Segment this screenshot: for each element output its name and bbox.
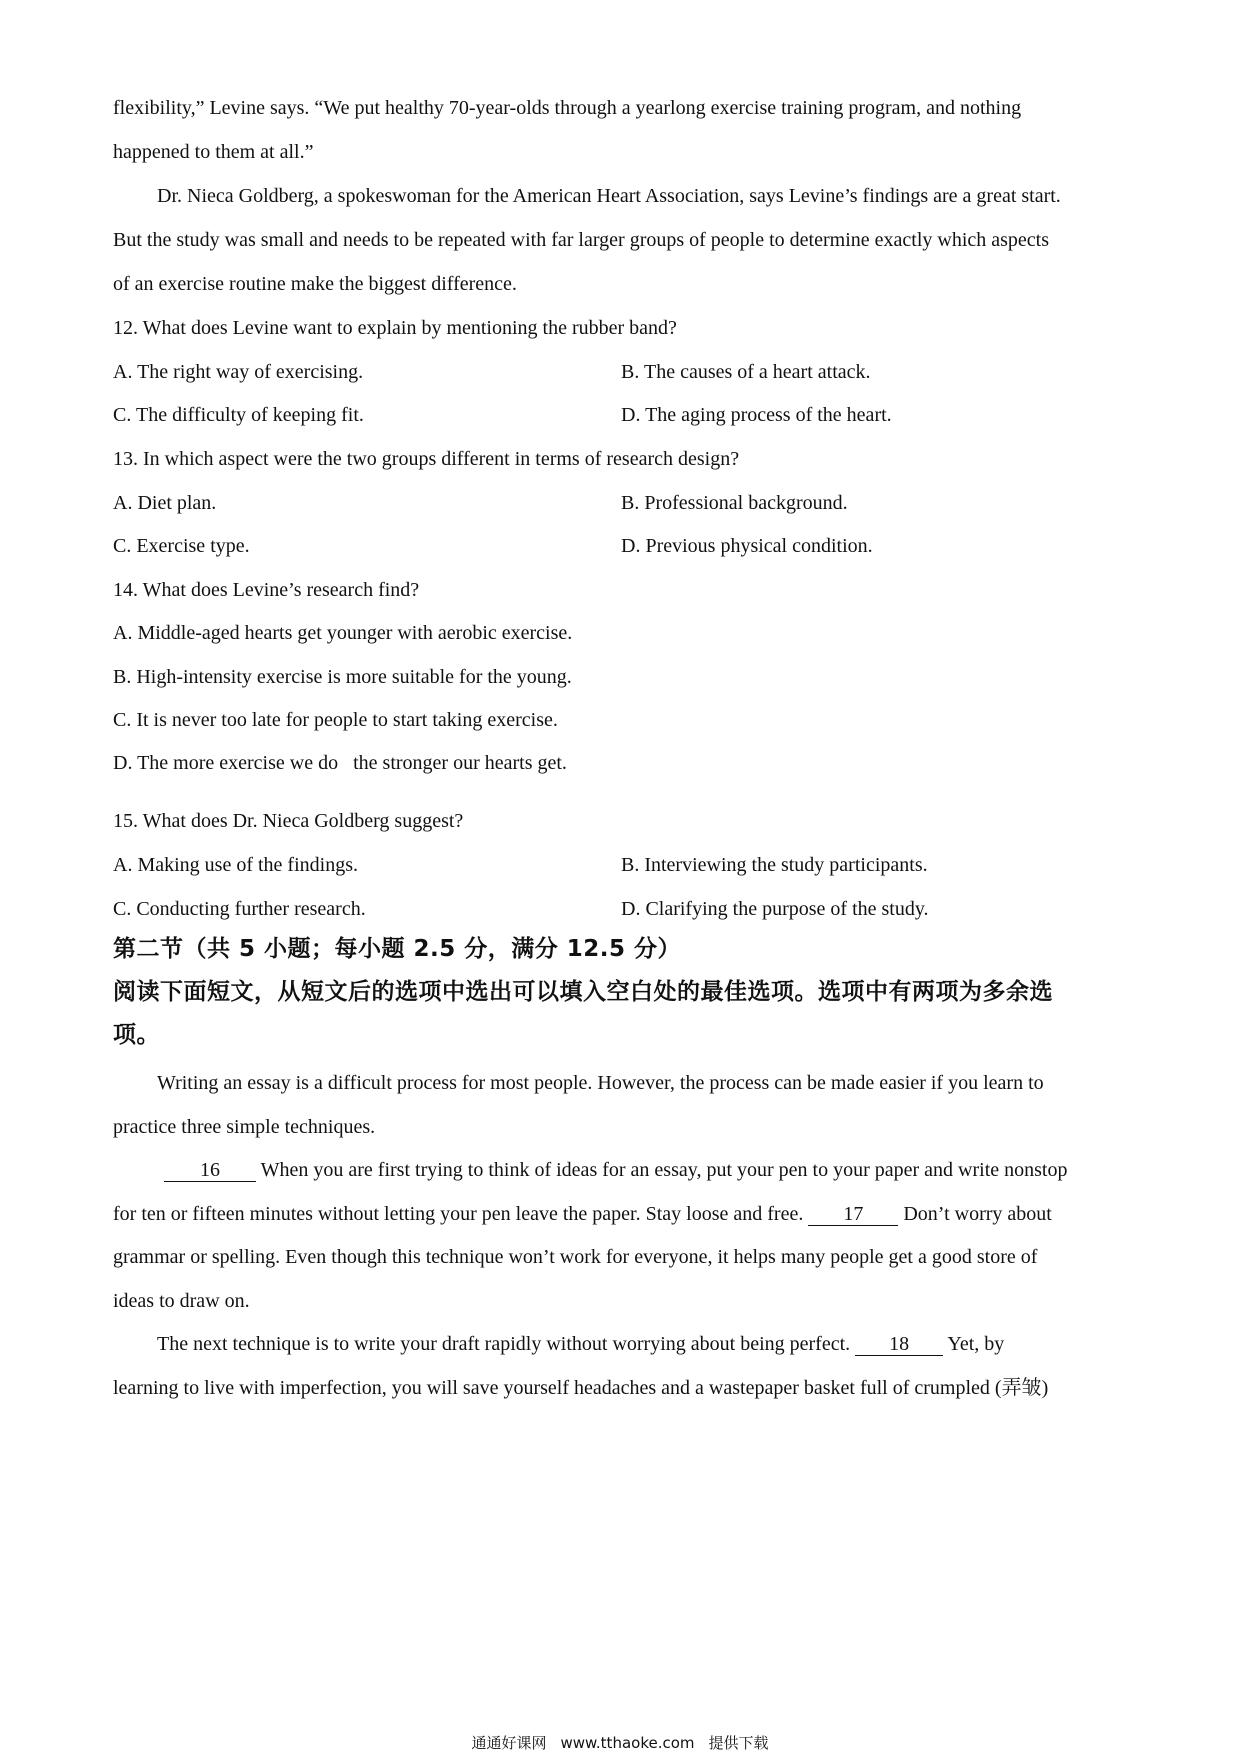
essay-text: for ten or fifteen minutes without letting your pen leave the paper. Stay loose and free. (113, 1203, 809, 1225)
option-15b: B. Interviewing the study participants. (621, 854, 928, 876)
essay-line: Writing an essay is a difficult process for most people. However, the process can be made easier if you learn to (157, 1072, 1044, 1094)
option-15a: A. Making use of the findings. (113, 854, 358, 876)
passage-line: Dr. Nieca Goldberg, a spokeswoman for the American Heart Association, says Levine’s findings are a great start. (157, 185, 1061, 207)
essay-text: Don’t worry about (898, 1203, 1052, 1225)
option-12c: C. The difficulty of keeping fit. (113, 404, 364, 426)
section-instruction: 项。 (113, 1022, 160, 1048)
option-14b: B. High-intensity exercise is more suitable for the young. (113, 666, 572, 688)
option-12a: A. The right way of exercising. (113, 361, 364, 383)
essay-line (113, 1202, 1052, 1226)
passage-line: of an exercise routine make the biggest difference. (113, 273, 517, 295)
option-14d: D. The more exercise we do the stronger our hearts get. (113, 752, 567, 774)
question-12-stem: 12. What does Levine want to explain by mentioning the rubber band? (113, 317, 677, 339)
essay-line: practice three simple techniques. (113, 1116, 376, 1138)
essay-line (164, 1158, 1067, 1182)
section-instruction: 阅读下面短文，从短文后的选项中选出可以填入空白处的最佳选项。选项中有两项为多余选 (113, 979, 1053, 1005)
option-14c: C. It is never too late for people to start taking exercise. (113, 709, 558, 731)
essay-text: When you are first trying to think of ideas for an essay, put your pen to your paper and write nonstop (256, 1159, 1068, 1181)
option-13c: C. Exercise type. (113, 535, 250, 557)
option-12d: D. The aging process of the heart. (621, 404, 892, 426)
option-13d: D. Previous physical condition. (621, 535, 873, 557)
passage-line: flexibility,” Levine says. “We put healthy 70-year-olds through a yearlong exercise training program, and nothing (113, 97, 1022, 119)
option-13b: B. Professional background. (621, 492, 848, 514)
essay-line: grammar or spelling. Even though this technique won’t work for everyone, it helps many people get a good store of (113, 1246, 1038, 1268)
essay-line: learning to live with imperfection, you will save yourself headaches and a wastepaper basket full of crumpled (弄皱) (113, 1377, 1049, 1399)
blank-18: 18 (855, 1333, 943, 1356)
option-15c: C. Conducting further research. (113, 898, 366, 920)
passage-line: But the study was small and needs to be repeated with far larger groups of people to determine exactly which aspects (113, 229, 1050, 251)
essay-text: The next technique is to write your draft rapidly without worrying about being perfect. (157, 1333, 856, 1355)
question-14-stem: 14. What does Levine’s research find? (113, 579, 420, 601)
footer-url[interactable]: www.tthaoke.com (560, 1734, 695, 1752)
essay-line (157, 1332, 1004, 1356)
option-13a: A. Diet plan. (113, 492, 217, 514)
essay-line: ideas to draw on. (113, 1290, 250, 1312)
option-14a: A. Middle-aged hearts get younger with aerobic exercise. (113, 622, 573, 644)
essay-text: Yet, by (943, 1333, 1005, 1355)
footer-site-name: 通通好课网 (471, 1734, 547, 1752)
passage-line: happened to them at all.” (113, 141, 314, 163)
footer-action: 提供下载 (708, 1734, 769, 1752)
question-15-stem: 15. What does Dr. Nieca Goldberg suggest? (113, 810, 464, 832)
section-heading: 第二节（共 5 小题；每小题 2.5 分，满分 12.5 分） (113, 936, 682, 962)
blank-16: 16 (164, 1159, 256, 1182)
question-13-stem: 13. In which aspect were the two groups different in terms of research design? (113, 448, 740, 470)
blank-17: 17 (808, 1203, 898, 1226)
option-12b: B. The causes of a heart attack. (621, 361, 871, 383)
option-15d: D. Clarifying the purpose of the study. (621, 898, 929, 920)
page-footer (0, 1732, 1240, 1753)
